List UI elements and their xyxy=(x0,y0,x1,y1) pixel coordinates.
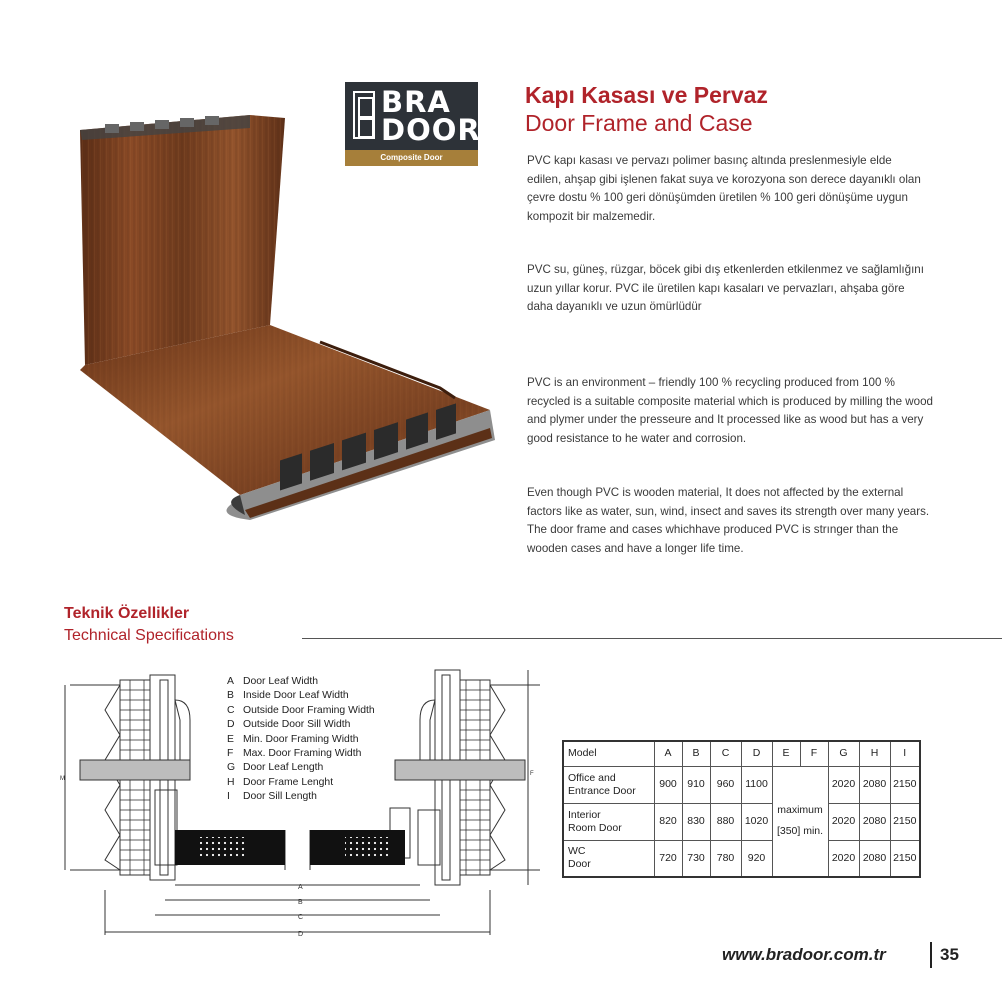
logo-tagline: Composite Door xyxy=(345,150,478,166)
legend-code: G xyxy=(227,762,236,774)
cell-c: 960 xyxy=(710,766,741,803)
row-model-line1: Office and xyxy=(568,771,616,784)
legend-code: I xyxy=(227,791,230,803)
door-logo-icon xyxy=(353,91,375,139)
header-g: G xyxy=(828,741,859,766)
legend-item xyxy=(227,733,375,747)
table-header-row xyxy=(563,741,920,766)
legend-item xyxy=(227,790,375,804)
cell-c: 780 xyxy=(710,840,741,877)
row-model xyxy=(563,803,654,840)
page-title-english: Door Frame and Case xyxy=(525,110,753,136)
header-e: E xyxy=(772,741,800,766)
cell-h: 2080 xyxy=(859,840,890,877)
cell-a: 820 xyxy=(654,803,682,840)
legend-code: C xyxy=(227,704,235,716)
legend-label: Door Frame Lenght xyxy=(243,776,334,788)
dim-label-d: D xyxy=(298,931,304,938)
legend-item xyxy=(227,675,375,689)
website-link[interactable]: www.bradoor.com.tr xyxy=(722,945,886,964)
cell-b: 730 xyxy=(682,840,710,877)
row-model-line2: Entrance Door xyxy=(568,784,636,797)
cell-ef-merged xyxy=(772,766,828,877)
legend-code: F xyxy=(227,748,234,760)
table-row xyxy=(563,766,920,803)
legend-label: Door Leaf Width xyxy=(243,676,319,687)
ef-line2: [350] min. xyxy=(776,825,824,838)
cell-h: 2080 xyxy=(859,766,890,803)
header-model: Model xyxy=(563,741,654,766)
cell-d: 1020 xyxy=(741,803,772,840)
header-a: A xyxy=(654,741,682,766)
legend-code: H xyxy=(227,776,235,788)
row-model xyxy=(563,840,654,877)
cell-i: 2150 xyxy=(890,840,920,877)
header-i: I xyxy=(890,741,920,766)
dim-label-c: C xyxy=(298,914,304,921)
footer-separator xyxy=(930,942,932,968)
legend-item xyxy=(227,761,375,775)
logo-text-bra: BRA xyxy=(381,85,451,119)
dim-label-right: F xyxy=(530,771,534,777)
legend-item xyxy=(227,689,375,703)
cell-i: 2150 xyxy=(890,803,920,840)
legend-item xyxy=(227,718,375,732)
cell-a: 720 xyxy=(654,840,682,877)
header-c: C xyxy=(710,741,741,766)
specs-title-turkish: Teknik Özellikler xyxy=(64,605,190,622)
legend-code: D xyxy=(227,719,235,731)
dim-label-left: M xyxy=(60,776,65,782)
legend-label: Outside Door Framing Width xyxy=(243,704,375,716)
page-number: 35 xyxy=(940,945,959,964)
paragraph-tr-1: PVC kapı kasası ve pervazı polimer basınç altında preslenmesiyle elde edilen, ahşap gibi işlenen fakat suya ve korozyona son derece dayanıklı olan çevre dostu % 100 geri dönüşümden üretilen % 100 geri dönüşüme uygun kompozit bir malzemedir. xyxy=(527,154,921,223)
row-model-line1: WC xyxy=(568,845,586,858)
dim-label-a: A xyxy=(298,884,303,891)
row-model xyxy=(563,766,654,803)
paragraph-en-2: Even though PVC is wooden material, It does not affected by the external factors like as water, sun, wind, insect and saves its strength over many years. The door frame and cases whichhave produced PVC is strınger than the wooden cases and have a longer life time. xyxy=(527,486,930,555)
dimension-legend xyxy=(227,675,375,805)
row-model-line2: Room Door xyxy=(568,821,622,834)
specs-title-english: Technical Specifications xyxy=(64,627,234,644)
table-row xyxy=(563,840,920,877)
header-h: H xyxy=(859,741,890,766)
header-f: F xyxy=(800,741,828,766)
paragraph-tr-2: PVC su, güneş, rüzgar, böcek gibi dış etkenlerden etkilenmez ve sağlamlığını uzun yıllar korur. PVC ile üretilen kapı kasaları ve pervazları, ahşaba göre daha dayanıklı ve uzun ömürlüdür xyxy=(527,263,924,313)
table-row xyxy=(563,803,920,840)
legend-code: E xyxy=(227,733,234,745)
legend-code: B xyxy=(227,690,234,702)
cell-b: 830 xyxy=(682,803,710,840)
cell-a: 900 xyxy=(654,766,682,803)
page-title-turkish: Kapı Kasası ve Pervaz xyxy=(525,82,768,108)
specs-divider xyxy=(302,638,1002,639)
legend-label: Min. Door Framing Width xyxy=(243,733,359,745)
cell-g: 2020 xyxy=(828,766,859,803)
row-model-line1: Interior xyxy=(568,808,601,821)
legend-label: Door Leaf Length xyxy=(243,762,324,774)
dim-label-b: B xyxy=(298,899,303,906)
legend-item xyxy=(227,704,375,718)
cell-d: 920 xyxy=(741,840,772,877)
legend-item xyxy=(227,776,375,790)
logo-dark-panel xyxy=(345,82,481,150)
paragraph-en-1: PVC is an environment – friendly 100 % recycling produced from 100 % recycled is a suitable composite material which is produced by milling the wood and plymer under the presseure and It processed like as wood but has a very good resistance to he water and corrosion. xyxy=(527,376,933,445)
bradoor-logo xyxy=(345,82,481,166)
legend-label: Max. Door Framing Width xyxy=(243,748,362,760)
cell-i: 2150 xyxy=(890,766,920,803)
specification-table xyxy=(562,740,921,878)
door-frame-product-image xyxy=(60,110,510,530)
legend-code: A xyxy=(227,676,234,687)
header-b: B xyxy=(682,741,710,766)
cell-c: 880 xyxy=(710,803,741,840)
cell-g: 2020 xyxy=(828,840,859,877)
logo-text-door: DOOR xyxy=(381,113,481,147)
cell-d: 1100 xyxy=(741,766,772,803)
cell-h: 2080 xyxy=(859,803,890,840)
header-d: D xyxy=(741,741,772,766)
legend-label: Door Sill Length xyxy=(243,791,317,803)
cell-g: 2020 xyxy=(828,803,859,840)
cell-b: 910 xyxy=(682,766,710,803)
ef-line1: maximum xyxy=(777,804,823,817)
legend-item xyxy=(227,747,375,761)
legend-label: Inside Door Leaf Width xyxy=(243,690,349,702)
row-model-line2: Door xyxy=(568,858,591,871)
legend-label: Outside Door Sill Width xyxy=(243,719,351,731)
